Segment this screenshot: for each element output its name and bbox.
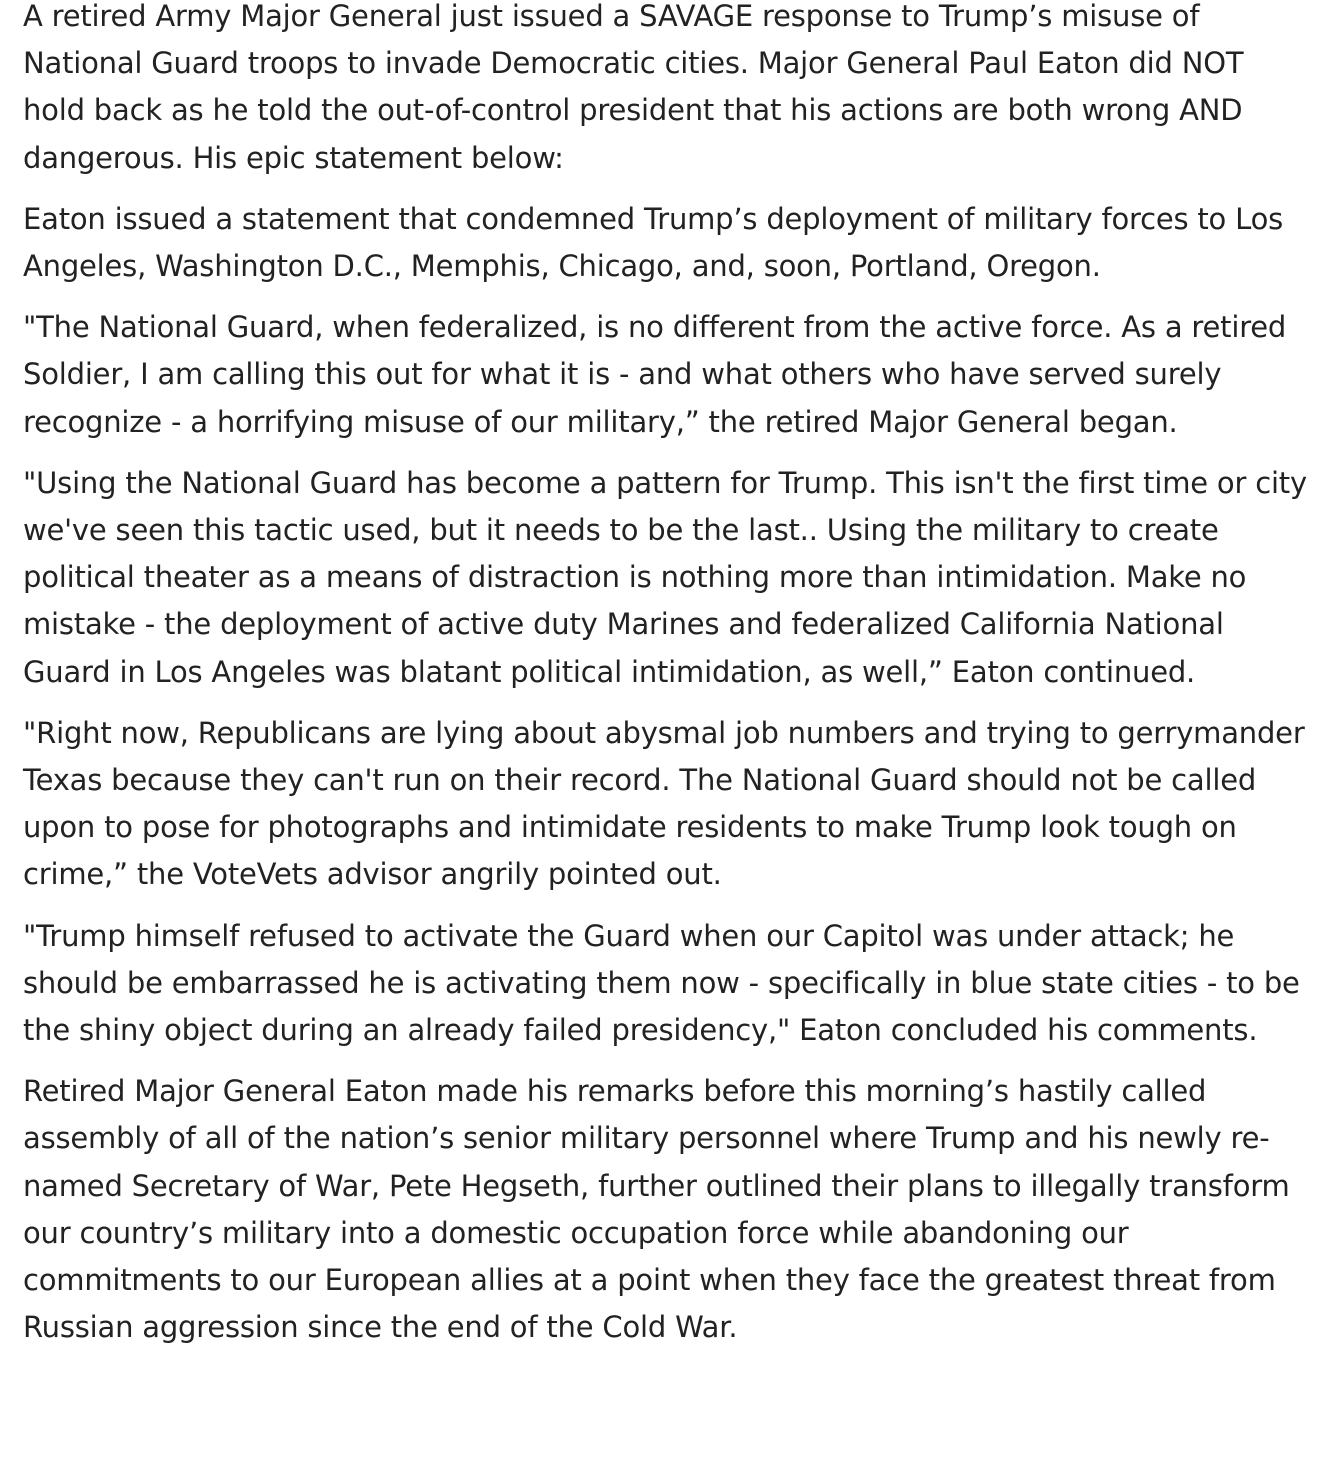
article-paragraph-quote-1: "The National Guard, when federalized, is no different from the active force. As a retired Soldier, I am calling this out for what it is - and what others who have served surely recognize - a horrifying misuse of our military,” the retired Major General began. — [23, 310, 1287, 439]
article-paragraph-quote-3: "Right now, Republicans are lying about abysmal job numbers and trying to gerrymander Texas because they can't run on their record. The National Guard should not be called upon to pose for photographs and intimidate residents to make Trump look tough on crime,” the VoteVets advisor angrily pointed out. — [23, 715, 1305, 892]
article-body — [23, 0, 1313, 1365]
article-paragraph-context: Retired Major General Eaton made his remarks before this morning’s hastily called assembly of all of the nation’s senior military personnel where Trump and his newly re-named Secretary of War, Pete Hegseth, further outlined their plans to illegally transform our country’s military into a domestic occupation force while abandoning our commitments to our European allies at a point when they face the greatest threat from Russian aggression since the end of the Cold War. — [23, 1074, 1290, 1345]
article-paragraph-quote-4: "Trump himself refused to activate the Guard when our Capitol was under attack; he should be embarrassed he is activating them now - specifically in blue state cities - to be the shiny object during an already failed presidency," Eaton concluded his comments. — [23, 918, 1300, 1048]
article-paragraph-quote-2: "Using the National Guard has become a pattern for Trump. This isn't the first time or city we've seen this tactic used, but it needs to be the last.. Using the military to create political theater as a means of distraction is nothing more than intimidation. Make no mistake - the deployment of active duty Marines and federalized California National Guard in Los Angeles was blatant political intimidation, as well,” Eaton continued. — [23, 465, 1307, 689]
article-paragraph-intro: A retired Army Major General just issued a SAVAGE response to Trump’s misuse of National Guard troops to invade Democratic cities. Major General Paul Eaton did NOT hold back as he told the out-of-control president that his actions are both wrong AND dangerous. His epic statement below: — [23, 0, 1244, 175]
article-paragraph-statement-summary: Eaton issued a statement that condemned Trump’s deployment of military forces to Los Angeles, Washington D.C., Memphis, Chicago, and, soon, Portland, Oregon. — [23, 201, 1284, 284]
